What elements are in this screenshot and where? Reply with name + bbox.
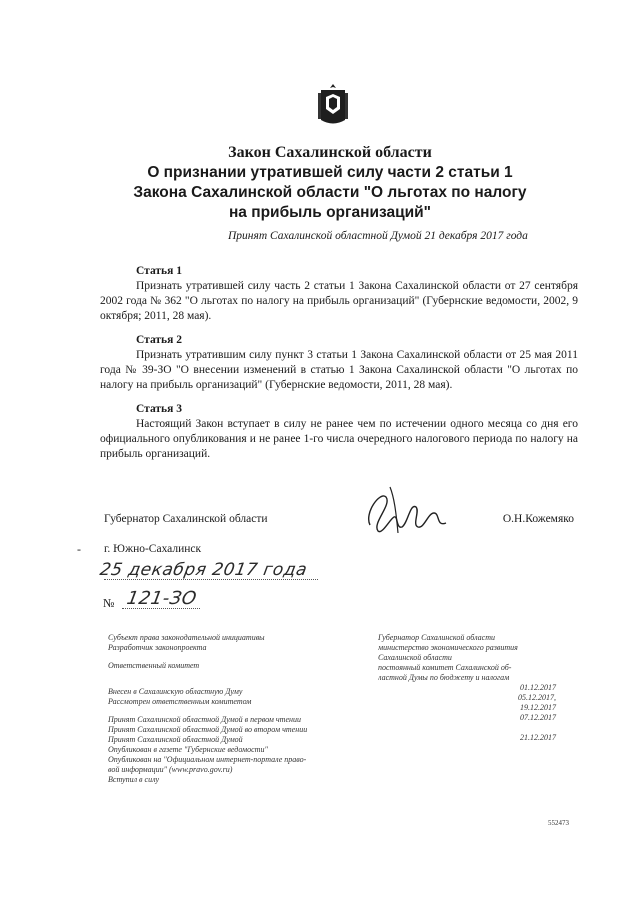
registry-value: министерство экономического развития [378,643,518,652]
spacer [108,671,358,679]
handwritten-date: 25 декабря 2017 года [98,560,309,580]
document-type-title: Закон Сахалинской области [228,144,432,161]
article-body: Признать утратившей силу часть 2 статьи 1 Закона Сахалинской области от 27 сентября 2002 года № 362 "О льготах по налогу на прибыль организаций" (Губернские ведомости, 2002, 9 октября; 2011, 28 мая). [100,280,578,322]
article-body: Признать утратившим силу пункт 3 статьи 1 Закона Сахалинской области от 25 мая 2011 года № 39-ЗО "О внесении изменений в статью 1 Закона Сахалинской области "О льготах по налогу на прибыль организаций" (Губернские ведомости, 2011, 28 мая). [100,349,578,391]
spacer [108,707,358,715]
coat-of-arms-emblem [318,83,348,127]
registry-item: Опубликован в газете "Губернские ведомости" [108,745,268,754]
city-name: г. Южно-Сахалинск [104,543,202,555]
handwritten-law-number: 121-ЗО [125,588,199,609]
registry-item: Принят Сахалинской областной Думой во втором чтении [108,725,308,734]
signature-row [104,513,574,533]
article-3 [100,402,578,462]
registry-item: Разработчик законопроекта [108,643,207,652]
registry-date: 01.12.2017 [520,683,556,692]
number-underline [122,608,200,609]
spacer [108,679,358,687]
article-heading: Статья 1 [136,265,182,277]
margin-mark: - [77,542,81,556]
registry-date: 19.12.2017 [520,703,556,712]
registry-left-column [108,633,358,785]
article-heading: Статья 2 [136,334,182,346]
registry-item: Внесен в Сахалинскую областную Думу [108,687,243,696]
handwritten-signature [360,483,452,541]
registry-item: Вступил в силу [108,775,160,784]
registry-right-column [378,633,564,743]
registry-date: 05.12.2017, [518,693,556,702]
spacer [108,653,358,661]
registry-value: Губернатор Сахалинской области [378,633,495,642]
governor-name: О.Н.Кожемяко [502,513,574,525]
article-body: Настоящий Закон вступает в силу не ранее чем по истечении одного месяца со дня его официального опубликования и не ранее 1-го числа очередного налогового периода по налогу на прибыль организаций. [100,418,578,460]
document-code: 552473 [548,819,569,827]
law-title-line: Закона Сахалинской области "О льготах по налогу [133,184,527,201]
governor-title: Губернатор Сахалинской области [104,513,268,525]
registry-item: Рассмотрен ответственным комитетом [108,697,252,706]
registry-value: постоянный комитет Сахалинской об- [378,663,512,672]
registry-item: Ответственный комитет [108,661,200,670]
article-heading: Статья 3 [136,403,182,415]
registry-item: Принят Сахалинской областной Думой в первом чтении [108,715,301,724]
registry-value: ластной Думы по бюджету и налогам [378,673,510,682]
article-2 [100,333,578,393]
registry-date: 21.12.2017 [520,733,556,742]
registry-value: Сахалинской области [378,653,452,662]
registry-item: Субъект права законодательной инициативы [108,633,265,642]
registry-date: 07.12.2017 [520,713,556,722]
registry-item: Принят Сахалинской областной Думой [108,735,243,744]
registry-item: Опубликован на "Официальном интернет-портале право- [108,755,307,764]
law-title-block [60,143,600,223]
date-underline [104,579,318,580]
law-title-line: О признании утратившей силу части 2 статьи 1 [147,164,513,181]
number-sign: № [103,596,115,610]
adoption-note: Принят Сахалинской областной Думой 21 декабря 2017 года [228,230,528,242]
article-1 [100,264,578,324]
registry-item: вой информации" (www.pravo.gov.ru) [108,765,233,774]
registry-date [378,723,564,733]
law-title-line: на прибыль организаций" [228,204,432,221]
